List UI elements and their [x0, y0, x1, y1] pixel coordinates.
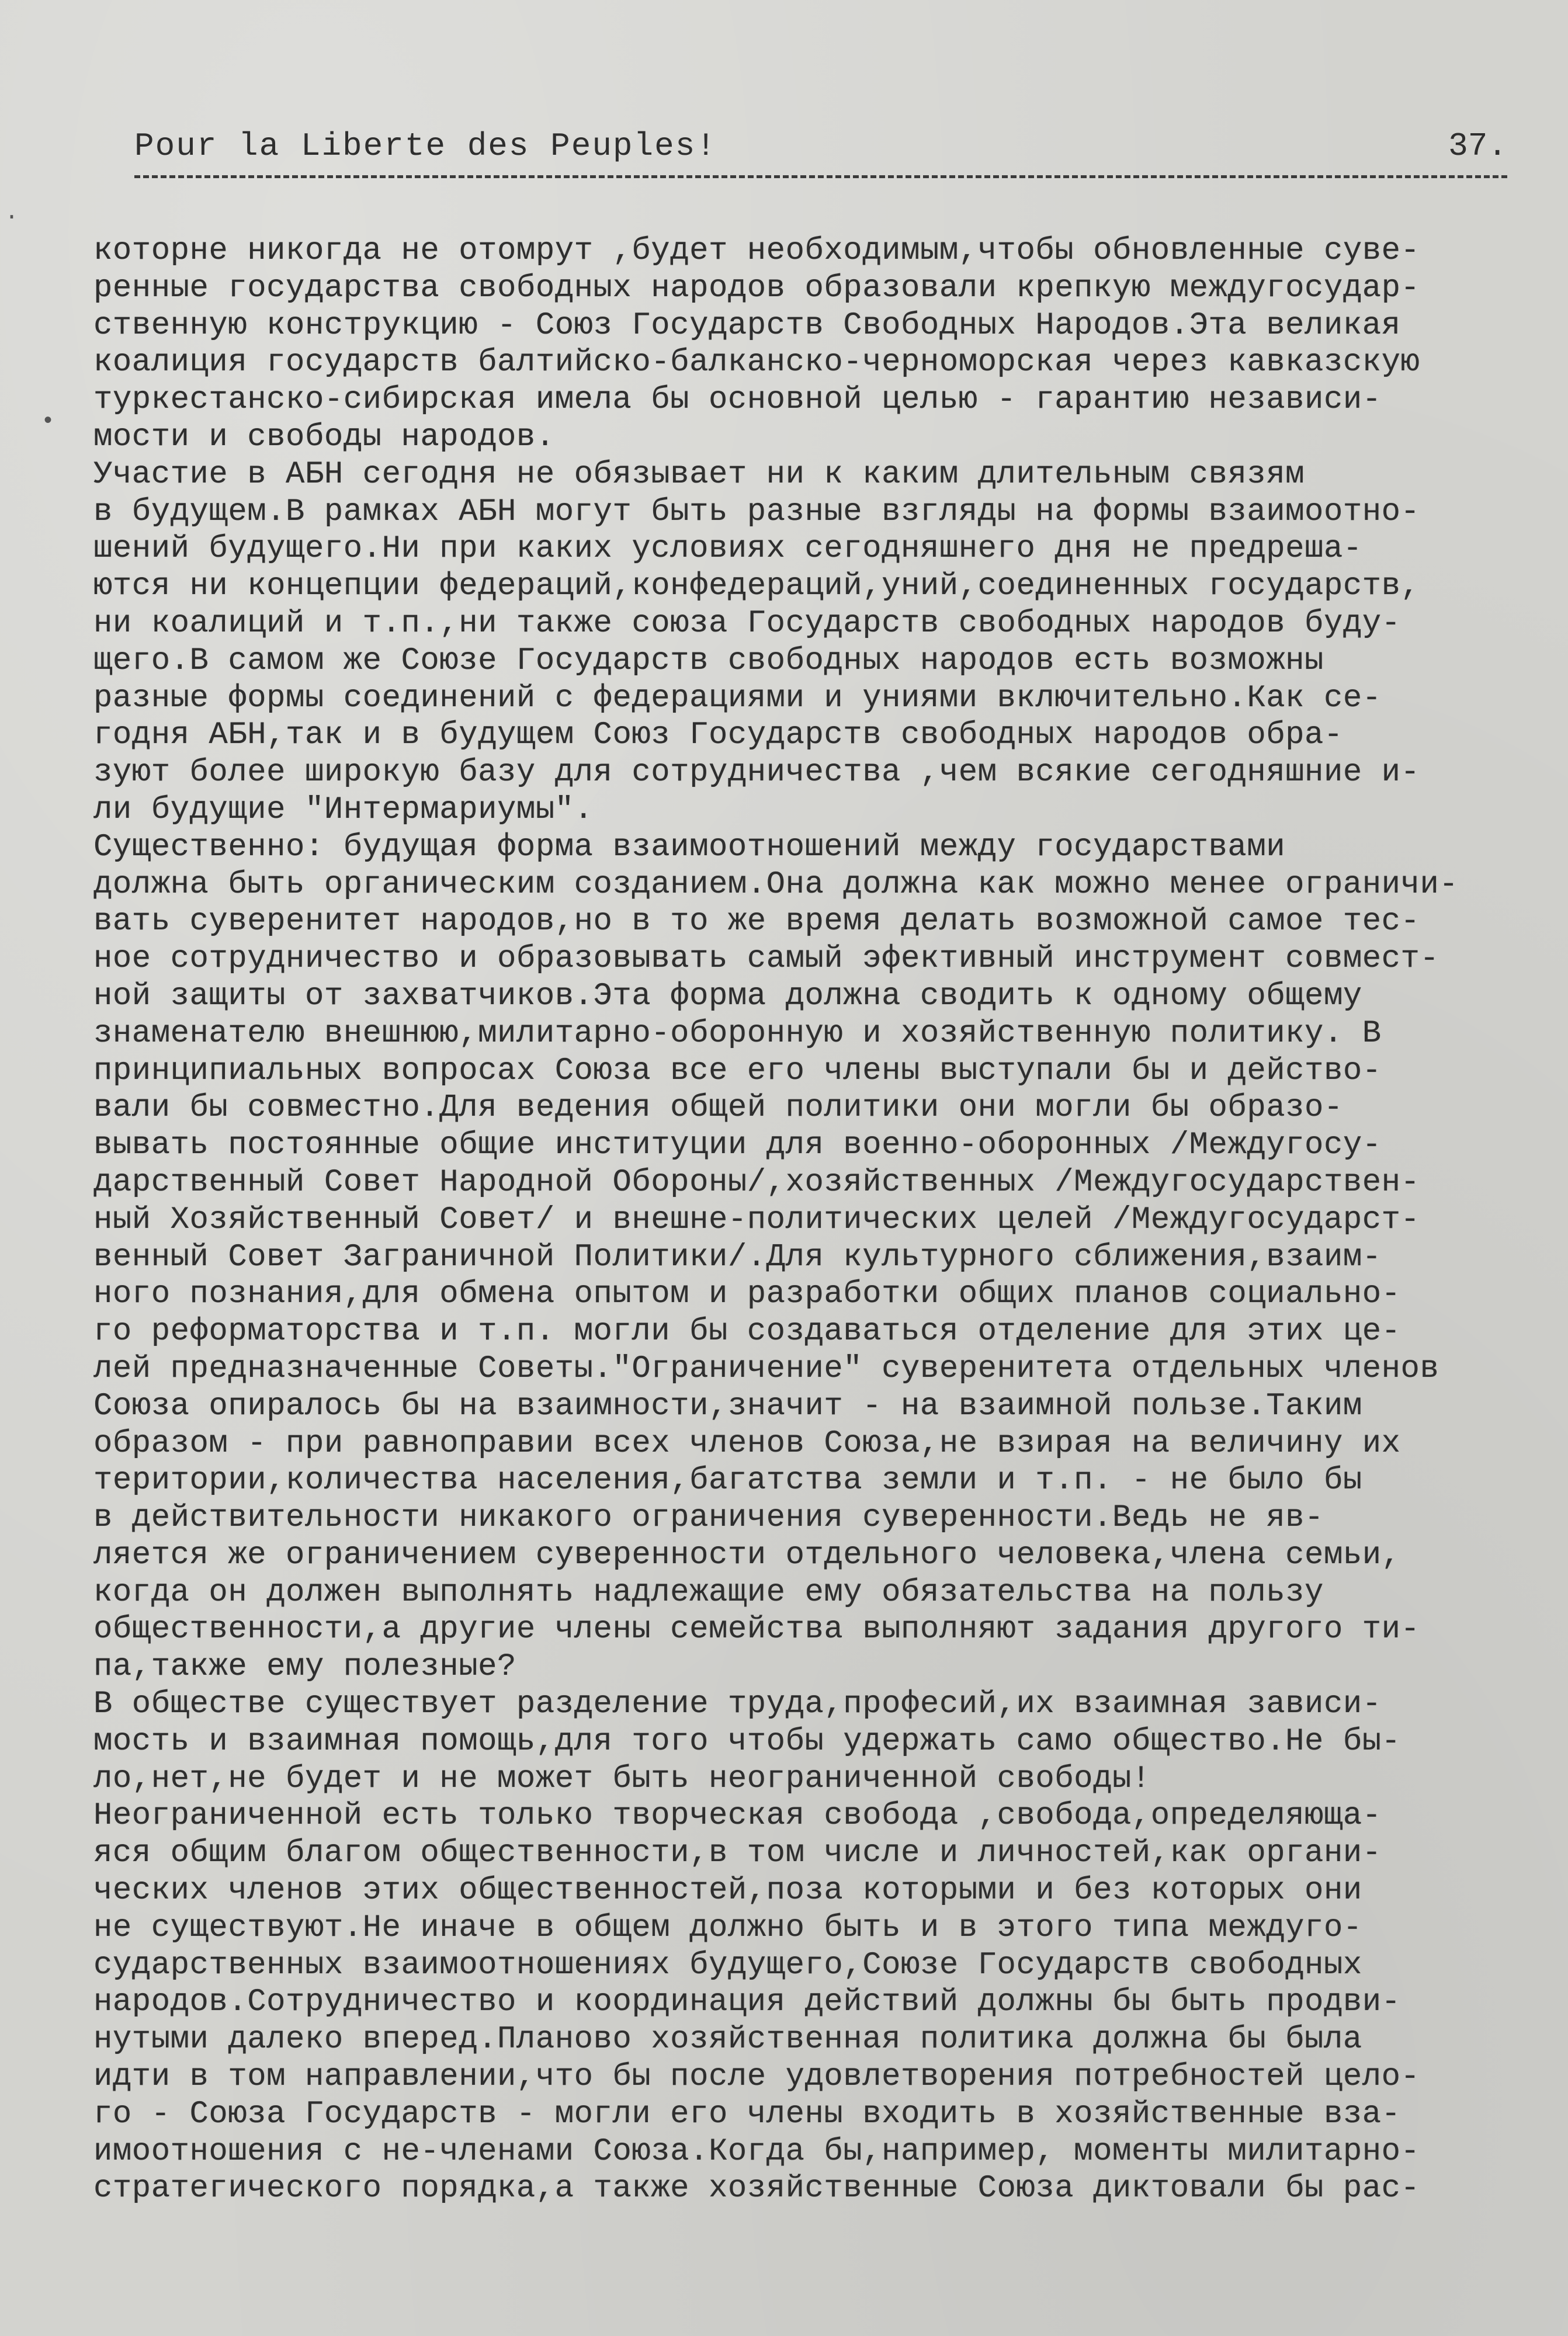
- text-line: коалиция государств балтийско-балканско-черноморская через кавказскую: [93, 345, 1420, 381]
- page-number: 37.: [1448, 127, 1507, 165]
- text-line: должна быть органическим созданием.Она должна как можно менее ограничи-: [93, 866, 1459, 903]
- text-line: Неограниченной есть только творческая свобода ,свобода,определяюща-: [93, 1798, 1382, 1834]
- text-line: ческих членов этих общественностей,поза которыми и без которых они: [93, 1873, 1362, 1909]
- text-line: щего.В самом же Союзе Государств свободных народов есть возможны: [93, 643, 1324, 679]
- text-line: дарственный Совет Народной Обороны/,хозяйственных /Междугосударствен-: [93, 1164, 1420, 1200]
- text-line: ный Хозяйственный Совет/ и внешне-политических целей /Междугосударст-: [93, 1202, 1420, 1238]
- text-line: принципиальных вопросах Союза все его члены выступали бы и действо-: [93, 1053, 1382, 1089]
- text-line: зуют более широкую базу для сотрудничества ,чем всякие сегодняшние и-: [93, 755, 1420, 791]
- margin-mark: •: [41, 409, 55, 435]
- body-text: [93, 232, 1536, 2289]
- text-line: образом - при равноправии всех членов Союза,не взирая на величину их: [93, 1425, 1401, 1462]
- text-line: ной защиты от захватчиков.Эта форма должна сводить к одному общему: [93, 978, 1362, 1014]
- text-line: лей предназначенные Советы."Ограничение" суверенитета отдельных членов: [93, 1351, 1439, 1387]
- text-line: го - Союза Государств - могли его члены входить в хозяйственные вза-: [93, 2096, 1401, 2132]
- text-line: ни коалиций и т.п.,ни также союза Государств свободных народов буду-: [93, 605, 1401, 641]
- text-line: которне никогда не отомрут ,будет необходимым,чтобы обновленные суве-: [93, 233, 1420, 269]
- text-line: идти в том направлении,что бы после удовлетворения потребностей цело-: [93, 2059, 1420, 2095]
- text-line: ного познания,для обмена опытом и разработки общих планов социально-: [93, 1276, 1401, 1313]
- text-line: общественности,а другие члены семейства выполняют задания другого ти-: [93, 1612, 1420, 1648]
- text-line: па,также ему полезные?: [93, 1649, 516, 1685]
- text-line: ются ни концепции федераций,конфедераций,уний,соединенных государств,: [93, 568, 1420, 605]
- text-line: ли будущие "Интермариумы".: [93, 792, 594, 828]
- text-line: шений будущего.Ни при каких условиях сегодняшнего дня не предреша-: [93, 531, 1362, 567]
- text-line: имоотношения с не-членами Союза.Когда бы,например, моменты милитарно-: [93, 2133, 1420, 2170]
- text-line: Существенно: будущая форма взаимоотношений между государствами: [93, 829, 1286, 865]
- text-line: разные формы соединений с федерациями и униями включительно.Как се-: [93, 680, 1382, 716]
- header-title: Pour la Liberte des Peuples!: [134, 127, 717, 165]
- text-line: сударственных взаимоотношениях будущего,Союзе Государств свободных: [93, 1947, 1362, 1983]
- text-line: в будущем.В рамках АБН могут быть разные взгляды на формы взаимоотно-: [93, 494, 1420, 530]
- text-line: ренные государства свободных народов образовали крепкую междугосудар-: [93, 270, 1420, 306]
- text-line: Союза опиралось бы на взаимности,значит - на взаимной пользе.Таким: [93, 1388, 1362, 1424]
- text-line: територии,количества населения,багатства земли и т.п. - не было бы: [93, 1463, 1362, 1499]
- text-line: мость и взаимная помощь,для того чтобы удержать само общество.Не бы-: [93, 1723, 1401, 1759]
- text-line: венный Совет Заграничной Политики/.Для культурного сближения,взаим-: [93, 1239, 1382, 1275]
- text-line: ное сотрудничество и образовывать самый эфективный инструмент совмест-: [93, 941, 1439, 977]
- text-line: стратегического порядка,а также хозяйственные Союза диктовали бы рас-: [93, 2171, 1420, 2207]
- text-line: мости и свободы народов.: [93, 419, 555, 455]
- text-line: вать суверенитет народов,но в то же время делать возможной самое тес-: [93, 904, 1420, 940]
- text-line: нутыми далеко вперед.Планово хозяйственная политика должна бы была: [93, 2022, 1362, 2058]
- page-header: [134, 127, 1507, 180]
- text-line: Участие в АБН сегодня не обязывает ни к каким длительным связям: [93, 456, 1305, 492]
- header-divider: [134, 175, 1507, 178]
- text-line: годня АБН,так и в будущем Союз Государств свободных народов обра-: [93, 717, 1343, 754]
- text-line: туркестанско-сибирская имела бы основной целью - гарантию независи-: [93, 382, 1382, 418]
- text-line: знаменателю внешнюю,милитарно-оборонную и хозяйственную политику. В: [93, 1015, 1382, 1051]
- margin-mark: ·: [5, 204, 19, 231]
- text-line: вали бы совместно.Для ведения общей политики они могли бы образо-: [93, 1090, 1343, 1126]
- text-line: вывать постоянные общие институции для военно-оборонных /Междугосу-: [93, 1127, 1382, 1164]
- text-line: народов.Сотрудничество и координация действий должны бы быть продви-: [93, 1984, 1401, 2021]
- text-line: ляется же ограничением суверенности отдельного человека,члена семьи,: [93, 1537, 1401, 1573]
- text-line: ло,нет,не будет и не может быть неограниченной свободы!: [93, 1761, 1151, 1797]
- text-line: не существуют.Не иначе в общем должно быть и в этого типа междуго-: [93, 1910, 1362, 1946]
- text-line: в действительности никакого ограничения суверенности.Ведь не яв-: [93, 1500, 1324, 1536]
- text-line: яся общим благом общественности,в том числе и личностей,как органи-: [93, 1835, 1382, 1872]
- text-line: В обществе существует разделение труда,професий,их взаимная зависи-: [93, 1686, 1382, 1723]
- text-line: когда он должен выполнять надлежащие ему обязательства на пользу: [93, 1574, 1324, 1610]
- text-line: го реформаторства и т.п. могли бы создаваться отделение для этих це-: [93, 1314, 1401, 1350]
- text-line: ственную конструкцию - Союз Государств Свободных Народов.Эта великая: [93, 307, 1401, 343]
